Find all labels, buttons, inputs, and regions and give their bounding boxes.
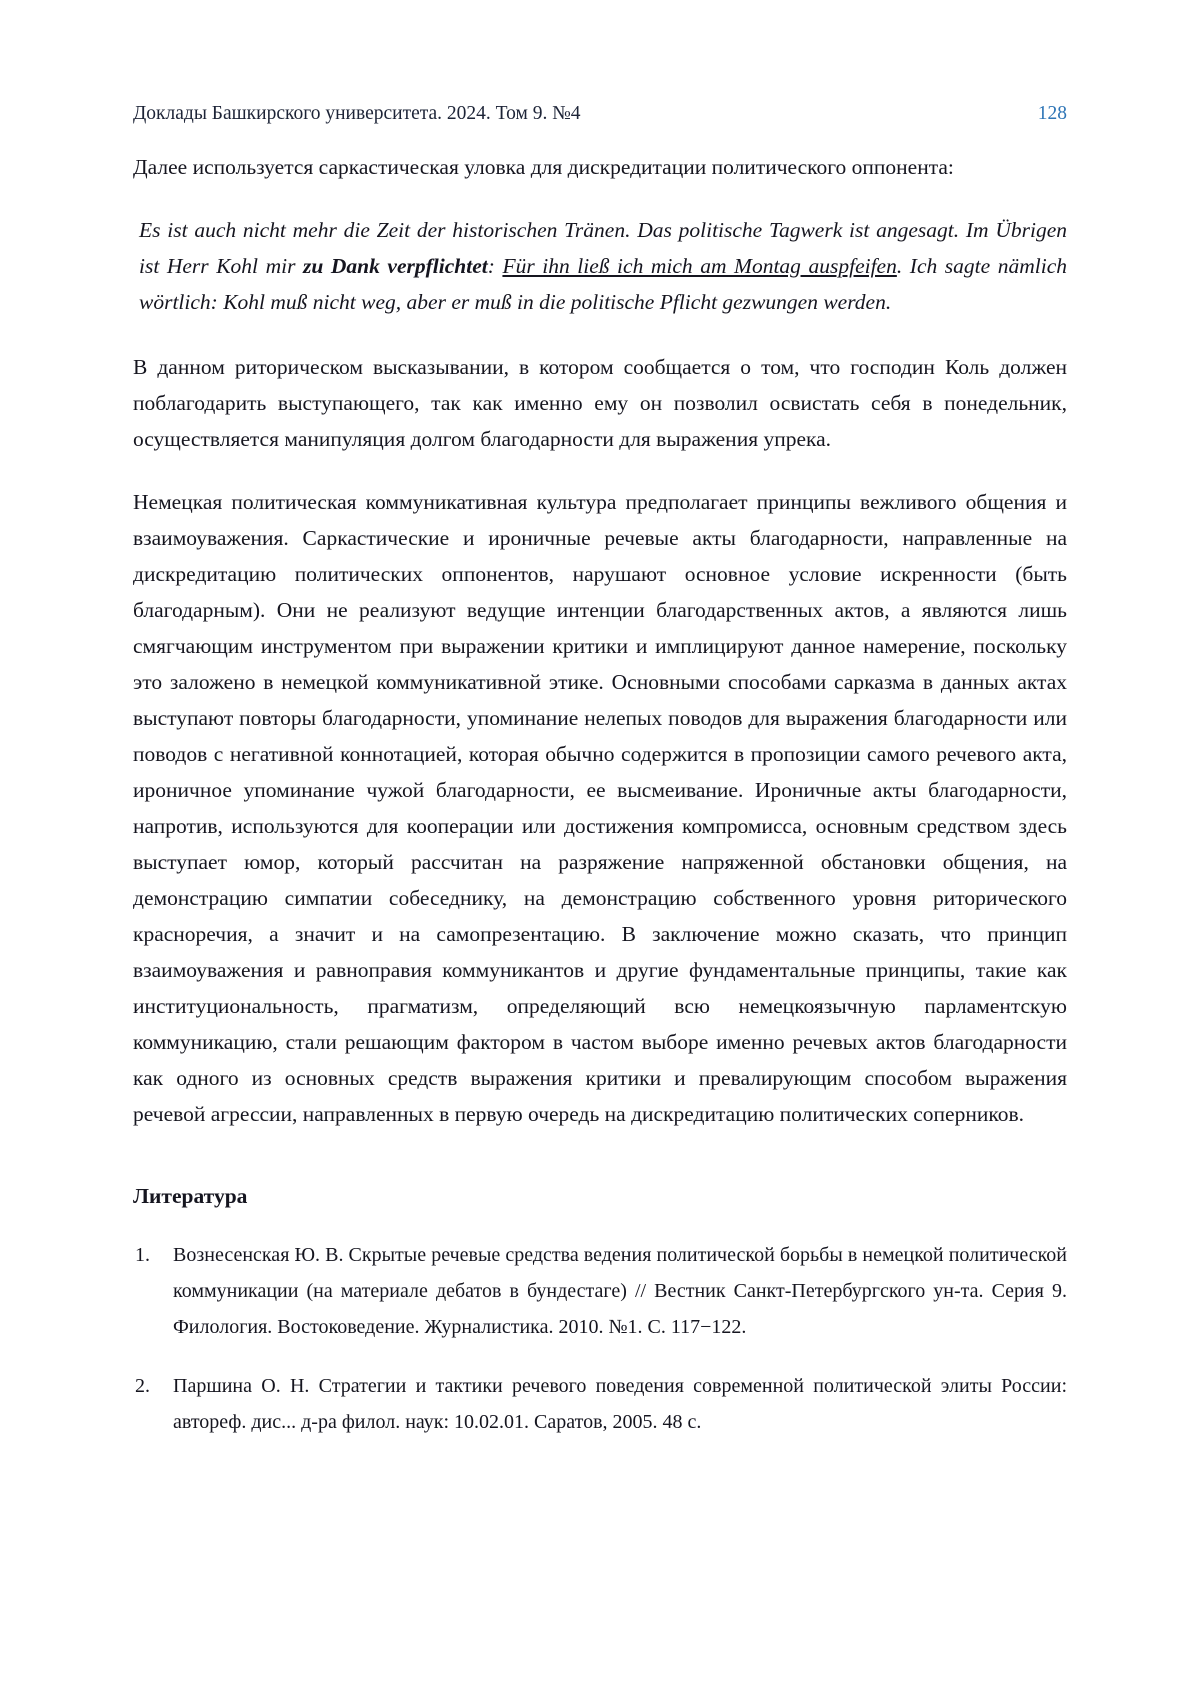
reference-item (133, 1368, 1067, 1440)
reference-number: 1. (135, 1244, 150, 1266)
references-list (133, 1237, 1067, 1440)
quote-separator: : (487, 254, 503, 278)
german-quote (133, 212, 1067, 320)
reference-text: Вознесенская Ю. В. Скрытые речевые средства ведения политической борьбы в немецкой политической коммуникации (на материале дебатов в бундестаге) // Вестник Санкт-Петербургского ун-та. Серия 9. Филология. Востоковедение. Журналистика. 2010. №1. С. 117−122. (173, 1244, 1067, 1338)
article-body (133, 149, 1067, 1440)
page-header (133, 103, 1067, 125)
references-heading: Литература (133, 1184, 248, 1208)
page-number: 128 (1037, 103, 1067, 124)
paragraph-comment: В данном риторическом высказывании, в котором сообщается о том, что господин Коль должен поблагодарить выступающего, так как именно ему он позволил освистать себя в понедельник, осуществляется манипуляция долгом благодарности для выражения упрека. (133, 355, 1067, 451)
quote-bold-segment: zu Dank verpflichtet (303, 254, 488, 278)
quote-part-1: Es ist auch nicht mehr die Zeit der historischen Tränen. Das politische Tagwerk ist angesagt. Im Übrigen ist Herr Kohl mir (139, 218, 1067, 278)
reference-item (133, 1237, 1067, 1345)
quote-underlined-segment: Für ihn ließ ich mich am Montag auspfeifen (502, 254, 897, 278)
reference-number: 2. (135, 1375, 150, 1397)
reference-text: Паршина О. Н. Стратегии и тактики речевого поведения современной политической элиты России: автореф. дис... д-ра филол. наук: 10.02.01. Саратов, 2005. 48 с. (173, 1375, 1067, 1433)
quote-part-2: . Ich sagte nämlich wörtlich: Kohl muß nicht weg, aber er muß in die politische Pflicht gezwungen werden. (139, 254, 1067, 314)
journal-title: Доклады Башкирского университета. 2024. Том 9. №4 (133, 103, 581, 124)
paragraph-conclusion: Немецкая политическая коммуникативная культура предполагает принципы вежливого общения и взаимоуважения. Саркастические и ироничные речевые акты благодарности, направленные на дискредитацию политических оппонентов, нарушают основное условие искренности (быть благодарным). Они не реализуют ведущие интенции благодарственных актов, а являются лишь смягчающим инструментом при выражении критики и имплицируют данное намерение, поскольку это заложено в немецкой коммуникативной этике. Основными способами сарказма в данных актах выступают повторы благодарности, упоминание нелепых поводов для выражения благодарности или поводов с негативной коннотацией, которая обычно содержится в пропозиции самого речевого акта, ироничное упоминание чужой благодарности, ее высмеивание. Ироничные акты благодарности, напротив, используются для кооперации или достижения компромисса, основным средством здесь выступает юмор, который рассчитан на разряжение напряженной обстановки общения, на демонстрацию симпатии собеседнику, на демонстрацию собственного уровня риторического красноречия, а значит и на самопрезентацию. В заключение можно сказать, что принцип взаимоуважения и равноправия коммуникантов и другие фундаментальные принципы, такие как институциональность, прагматизм, определяющий всю немецкоязычную парламентскую коммуникацию, стали решающим фактором в частом выборе именно речевых актов благодарности как одного из основных средств выражения критики и превалирующим способом выражения речевой агрессии, направленных в первую очередь на дискредитацию политических соперников. (133, 490, 1067, 1126)
paragraph-intro: Далее используется саркастическая уловка для дискредитации политического оппонента: (133, 155, 954, 179)
